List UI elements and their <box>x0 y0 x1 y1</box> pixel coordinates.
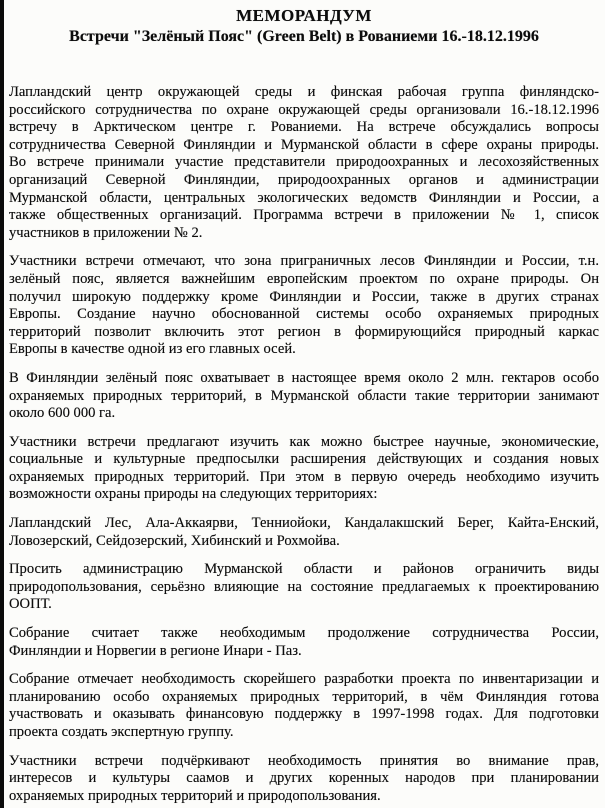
text-line: Финляндии и Норвегии в регионе Инари - Паз. <box>9 642 302 659</box>
paragraph-9 <box>9 753 599 806</box>
text-line: Участники встречи подчёркивают необходимость принятия во внимание прав, <box>9 752 599 769</box>
text-line: охраняемых природных территорий и природопользования. <box>9 787 381 804</box>
text-line: ООПТ. <box>9 596 52 613</box>
text-line: Собрание считает также необходимым продолжение сотрудничества России, <box>9 625 599 642</box>
text-line: В Финляндии зелёный пояс охватывает в настоящее время около 2 млн. гектаров особо <box>9 369 599 386</box>
paragraph-1 <box>9 84 599 242</box>
text-line: Лапландский центр окружающей среды и финская рабочая группа финляндско- <box>9 84 599 100</box>
text-line: охраняемых природных территорий. При этом в первую очередь необходимо изучить <box>9 468 599 485</box>
text-line: возможности охраны природы на следующих территориях: <box>9 486 378 503</box>
text-line: Мурманской области, центральных экологических ведомств Финляндии и России, а <box>9 189 599 206</box>
paragraph-5 <box>9 515 599 550</box>
document-body <box>9 84 599 805</box>
text-line: интересов и культуры саамов и других коренных народов при планировании <box>9 770 599 787</box>
text-line: Лапландский Лес, Ала-Аккаярви, Тенниойоки, Кандалакшский Берег, Кайта-Енский, <box>9 515 599 532</box>
text-line: также общественных организаций. Программа встречи в приложении № 1, список <box>9 207 599 224</box>
text-line: Собрание отмечает необходимость скорейшего разработки проекта по инвентаризации и <box>9 671 599 688</box>
text-line: организаций Северной Финляндии, природоохранных органов и администрации <box>9 171 599 188</box>
text-line: Ловозерский, Сейдозерский, Хибинский и Рохмойва. <box>9 532 340 549</box>
text-line: Просить администрацию Мурманской области и районов ограничить виды <box>9 561 599 578</box>
scan-edge-artifact <box>0 0 4 808</box>
text-line: участвовать и оказывать финансовую поддержку в 1997-1998 годах. Для подготовки <box>9 706 599 723</box>
text-line: Во встрече принимали участие представители природоохранных и лесохозяйственных <box>9 154 599 171</box>
text-line: участников в приложении № 2. <box>9 224 203 241</box>
text-line: Участники встречи отмечают, что зона приграничных лесов Финляндии и России, т.н. <box>9 253 599 270</box>
document-title: МЕМОРАНДУМ <box>236 6 372 25</box>
text-line: около 600 000 га. <box>9 405 116 422</box>
paragraph-4 <box>9 434 599 504</box>
paragraph-3 <box>9 370 599 423</box>
text-line: сотрудничества Северной Финляндии и Мурманской области в сфере охраны природы. <box>9 136 599 153</box>
paragraph-8 <box>9 671 599 741</box>
text-line: российского сотрудничества по охране окружающей среды организовали 16.-18.12.1996 <box>9 101 599 118</box>
text-line: природопользования, серьёзно влияющие на состояние предлагаемых к проектированию <box>9 578 599 595</box>
text-line: охраняемых природных территорий, в Мурманской области такие территории занимают <box>9 387 599 404</box>
paragraph-7 <box>9 625 599 660</box>
text-line: проекта создать экспертную группу. <box>9 724 234 740</box>
document-subtitle: Встречи "Зелёный Пояс" (Green Belt) в Рованиеми 16.-18.12.1996 <box>69 28 539 45</box>
document-content <box>9 6 599 808</box>
text-line: получил широкую поддержку кроме Финляндии и России, также в других странах <box>9 288 599 305</box>
text-line: Европы в качестве одной из его главных осей. <box>9 341 296 358</box>
text-line: Европы. Создание научно обоснованной системы особо охраняемых природных <box>9 306 599 323</box>
text-line: социальные и культурные предпосылки расширения действующих и создания новых <box>9 451 599 468</box>
text-line: территорий позволит включить этот регион в формирующийся природный каркас <box>9 323 599 340</box>
text-line: встречу в Арктическом центре г. Рованиеми. На встрече обсуждались вопросы <box>9 119 599 136</box>
paragraph-2 <box>9 253 599 359</box>
paragraph-6 <box>9 561 599 614</box>
text-line: Участники встречи предлагают изучить как можно быстрее научные, экономические, <box>9 433 599 450</box>
text-line: планированию особо охраняемых природных территорий, в чём Финляндия готова <box>9 688 599 705</box>
text-line: зелёный пояс, является важнейшим европейским проектом по охране природы. Он <box>9 270 599 287</box>
